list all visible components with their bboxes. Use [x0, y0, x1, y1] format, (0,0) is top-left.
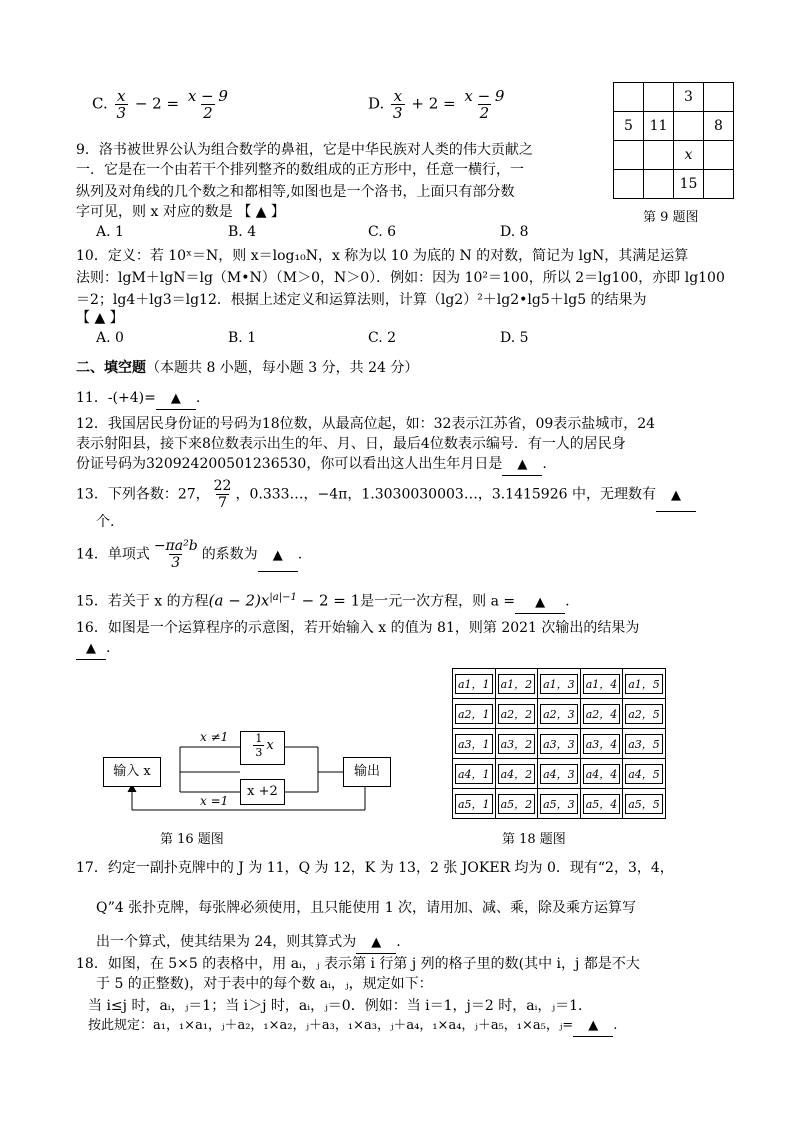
- q17-text: 出一个算式，使其结果为 24，则其算式为: [96, 934, 357, 950]
- aij-cell: [495, 789, 538, 819]
- fraction: $\frac{\text{−πa²b}}{3}$: [153, 538, 198, 571]
- aij-label: a3，4: [583, 734, 621, 754]
- period: .: [195, 390, 201, 406]
- q14-text: 14．单项式: [76, 546, 150, 563]
- q13-text-2: ，0.333…，−4π，1.3030030003…，3.1415926 中，无理数有: [235, 486, 656, 503]
- aij-label: a2，4: [583, 704, 621, 724]
- q9-option-c: C. 6: [368, 224, 397, 240]
- q13-text: 13．下列各数：27，: [76, 486, 210, 503]
- section-heading: [76, 358, 418, 378]
- fraction: $\frac{x - 9}{2}$: [187, 87, 228, 122]
- q18-line-1: 18．如图，在 5×5 的表格中，用 aᵢ，ⱼ 表示第 i 行第 j 列的格子里的数(其中 i，j 都是不大: [76, 956, 640, 972]
- section-note: （本题共 8 小题，每小题 3 分，共 24 分）: [146, 360, 419, 376]
- aij-label: a5，2: [498, 794, 536, 814]
- aij-label: a2，1: [455, 704, 493, 724]
- answer-blank[interactable]: ▲: [573, 1016, 613, 1037]
- luoshu-cell: [614, 170, 644, 199]
- q16-caption: 第 16 题图: [160, 832, 224, 847]
- aij-cell: [538, 669, 581, 699]
- answer-blank[interactable]: ▲: [258, 541, 298, 572]
- answer-blank[interactable]: ▲: [76, 639, 106, 660]
- q10-option-b: B. 1: [228, 330, 257, 346]
- exponent: |a|−1: [269, 592, 297, 603]
- aij-cell: [623, 729, 666, 759]
- aij-label: a2，3: [540, 704, 578, 724]
- aij-cell: [580, 759, 623, 789]
- aij-label: a3，5: [625, 734, 663, 754]
- eq-part: + 2 =: [406, 94, 456, 113]
- luoshu-cell: x: [674, 141, 704, 170]
- option-label: C.: [92, 94, 108, 113]
- q9-line-4: 字可见，则 x 对应的数是 【 ▲ 】: [76, 204, 285, 220]
- q10-line-3: ＝2；lg4＋lg3＝lg12．根据上述定义和运算法则，计算（lg2）²＋lg2•lg5＋lg5 的结果为: [76, 292, 647, 308]
- aij-cell: [580, 729, 623, 759]
- q10-line-4: 【 ▲ 】: [76, 310, 124, 326]
- luoshu-cell: [644, 83, 674, 112]
- q14-text-2: 的系数为: [201, 546, 258, 563]
- flow-output-box: 输出: [343, 757, 391, 787]
- q12-line-2: 表示射阳县，接下来8位数表示出生的年、月、日，最后4位数表示编号．有一人的居民身: [76, 436, 626, 452]
- aij-label: a4，3: [540, 764, 578, 784]
- answer-blank[interactable]: ▲: [656, 481, 696, 512]
- fraction: $\frac{x}{3}$: [393, 87, 403, 122]
- flow-input-box: 输入 x: [103, 757, 161, 787]
- luoshu-cell: 5: [614, 112, 644, 141]
- aij-label: a1，2: [498, 674, 536, 694]
- aij-cell: [623, 699, 666, 729]
- answer-blank[interactable]: ▲: [356, 933, 396, 954]
- aij-label: a5，3: [540, 794, 578, 814]
- q9-option-d: D. 8: [500, 224, 529, 240]
- q9-option-a: A. 1: [96, 224, 124, 240]
- luoshu-cell: 15: [674, 170, 704, 199]
- period: .: [297, 546, 303, 563]
- flow-op-bottom: x +2: [240, 779, 285, 805]
- aij-label: a2，5: [625, 704, 663, 724]
- luoshu-cell: 3: [674, 83, 704, 112]
- aij-label: a5，4: [583, 794, 621, 814]
- option-label: D.: [368, 94, 385, 113]
- period: .: [106, 640, 111, 656]
- q8-option-c: [92, 88, 232, 121]
- aij-label: a3，2: [498, 734, 536, 754]
- luoshu-cell: [614, 83, 644, 112]
- q10-line-1: 10．定义：若 10ˣ＝N，则 x＝log₁₀N，x 称为以 10 为底的 N 的对数，简记为 lgN，其满足运算: [76, 248, 689, 264]
- q12-line-1: 12．我国居民身份证的号码为18位数，从最高位起，如：32表示江苏省，09表示盐城市，24: [76, 416, 656, 432]
- flow-cond-top: x ≠1: [200, 730, 229, 744]
- fraction: $\frac{x}{3}$: [116, 87, 127, 122]
- aij-cell: [453, 669, 496, 699]
- aij-cell: [580, 789, 623, 819]
- q9-line-1: 9．洛书被世界公认为组合数学的鼻祖，它是中华民族对人类的伟大贡献之: [76, 142, 533, 158]
- q15: [76, 588, 570, 614]
- q11: [76, 388, 200, 410]
- q16-line-1: 16．如图是一个运算程序的示意图，若开始输入 x 的值为 81，则第 2021 次输出的结果为: [76, 620, 640, 636]
- q14: [76, 538, 302, 572]
- q10-option-d: D. 5: [500, 330, 529, 346]
- aij-label: a2，2: [498, 704, 536, 724]
- q10-line-2: 法则：lgM＋lgN＝lg（M•N）（M＞0，N＞0）．例如：因为 10²＝100，所以 2＝lg100，亦即 lg100: [76, 270, 725, 286]
- aij-cell: [623, 789, 666, 819]
- period: .: [613, 1018, 618, 1033]
- q17-line-2: Q”4 张扑克牌，每张牌必须使用，且只能使用 1 次，请用加、减、乘，除及乘方运算写: [96, 900, 637, 916]
- fraction: $\frac{1}{3}$: [255, 732, 263, 759]
- aij-cell: [495, 759, 538, 789]
- aij-cell: [580, 669, 623, 699]
- aij-cell: [580, 699, 623, 729]
- aij-label: a4，5: [625, 764, 663, 784]
- luoshu-grid: [613, 82, 734, 199]
- luoshu-cell: [704, 170, 734, 199]
- answer-blank[interactable]: ▲: [515, 593, 565, 614]
- q15-text-2: 是一元一次方程，则 a =: [360, 593, 516, 610]
- aij-cell: [623, 759, 666, 789]
- answer-blank[interactable]: ▲: [156, 389, 196, 410]
- q8-option-d: [368, 88, 508, 121]
- aij-label: a5，5: [625, 794, 663, 814]
- aij-label: a1，3: [540, 674, 578, 694]
- q17-line-3: [96, 932, 401, 954]
- period: .: [396, 934, 401, 950]
- aij-grid: [452, 668, 666, 819]
- q17-line-1: 17．约定一副扑克牌中的 J 为 11，Q 为 12，K 为 13，2 张 JOKER 均为 0．现有“2，3，4，: [76, 860, 674, 876]
- aij-cell: [538, 789, 581, 819]
- flow-cond-bottom: x =1: [200, 794, 229, 808]
- period: .: [542, 456, 547, 472]
- luoshu-cell: [614, 141, 644, 170]
- luoshu-cell: [704, 83, 734, 112]
- aij-cell: [538, 699, 581, 729]
- luoshu-cell: 11: [644, 112, 674, 141]
- aij-cell: [538, 729, 581, 759]
- q16-line-2: [76, 638, 110, 660]
- q10-option-a: A. 0: [96, 330, 124, 346]
- aij-label: a1，1: [455, 674, 493, 694]
- aij-label: a4，1: [455, 764, 493, 784]
- q15-text: 15．若关于 x 的方程: [76, 593, 209, 610]
- q12-text: 份证号码为320924200501236530，你可以看出这人出生年月日是: [76, 456, 503, 472]
- answer-blank[interactable]: ▲: [502, 455, 542, 476]
- aij-label: a4，4: [583, 764, 621, 784]
- aij-label: a1，5: [625, 674, 663, 694]
- aij-label: a1，4: [583, 674, 621, 694]
- luoshu-cell: [644, 170, 674, 199]
- eq-part: − 2 =: [130, 94, 180, 113]
- fraction: $\frac{22}{7}$: [213, 478, 232, 511]
- aij-label: a4，2: [498, 764, 536, 784]
- aij-label: a5，1: [455, 794, 493, 814]
- luoshu-cell: 8: [704, 112, 734, 141]
- q18-line-3: 当 i≤j 时，aᵢ，ⱼ＝1；当 i＞j 时，aᵢ，ⱼ＝0．例如：当 i＝1，j＝2 时，aᵢ，ⱼ＝1．: [88, 998, 593, 1014]
- q12-line-3: [76, 454, 547, 476]
- aij-label: a3，3: [540, 734, 578, 754]
- equation: (a − 2)x: [208, 591, 270, 610]
- luoshu-cell: [644, 141, 674, 170]
- q9-option-b: B. 4: [228, 224, 257, 240]
- q11-text: 11．-(+4)=: [76, 390, 156, 406]
- aij-cell: [453, 789, 496, 819]
- aij-cell: [495, 699, 538, 729]
- luoshu-cell: [674, 112, 704, 141]
- aij-cell: [623, 669, 666, 699]
- flow-op-top: [240, 731, 285, 765]
- q18-caption: 第 18 题图: [502, 832, 566, 847]
- q18-line-4: [88, 1016, 617, 1037]
- q18-line-2: 于 5 的正整数)，对于表中的每个数 aᵢ，ⱼ，规定如下：: [96, 976, 433, 992]
- q9-caption: 第 9 题图: [643, 210, 699, 225]
- aij-cell: [538, 759, 581, 789]
- var-x: x: [266, 738, 274, 753]
- luoshu-cell: [704, 141, 734, 170]
- equation-rest: − 2 = 1: [296, 591, 361, 610]
- q9-line-3: 纵列及对角线的几个数之和都相等,如图也是一个洛书，上面只有部分数: [76, 184, 515, 200]
- aij-cell: [495, 669, 538, 699]
- section-title: 二、填空题: [76, 360, 146, 376]
- aij-cell: [453, 729, 496, 759]
- q18-text: 按此规定：a₁，₁×a₁，ⱼ＋a₂，₁×a₂，ⱼ＋a₃，₁×a₃，ⱼ＋a₄，₁×a₄，ⱼ＋a₅，₁×a₅，ⱼ=: [88, 1018, 574, 1033]
- period: .: [565, 593, 570, 610]
- aij-cell: [453, 759, 496, 789]
- fraction: $\frac{x - 9}{2}$: [464, 87, 505, 122]
- aij-label: a3，1: [455, 734, 493, 754]
- aij-cell: [495, 729, 538, 759]
- aij-cell: [453, 699, 496, 729]
- q13-line-1: [76, 478, 696, 512]
- q9-line-2: 一．它是在一个由若干个排列整齐的数组成的正方形中，任意一横行，一: [76, 162, 524, 178]
- q13-line-2: 个.: [96, 514, 115, 530]
- q10-option-c: C. 2: [368, 330, 397, 346]
